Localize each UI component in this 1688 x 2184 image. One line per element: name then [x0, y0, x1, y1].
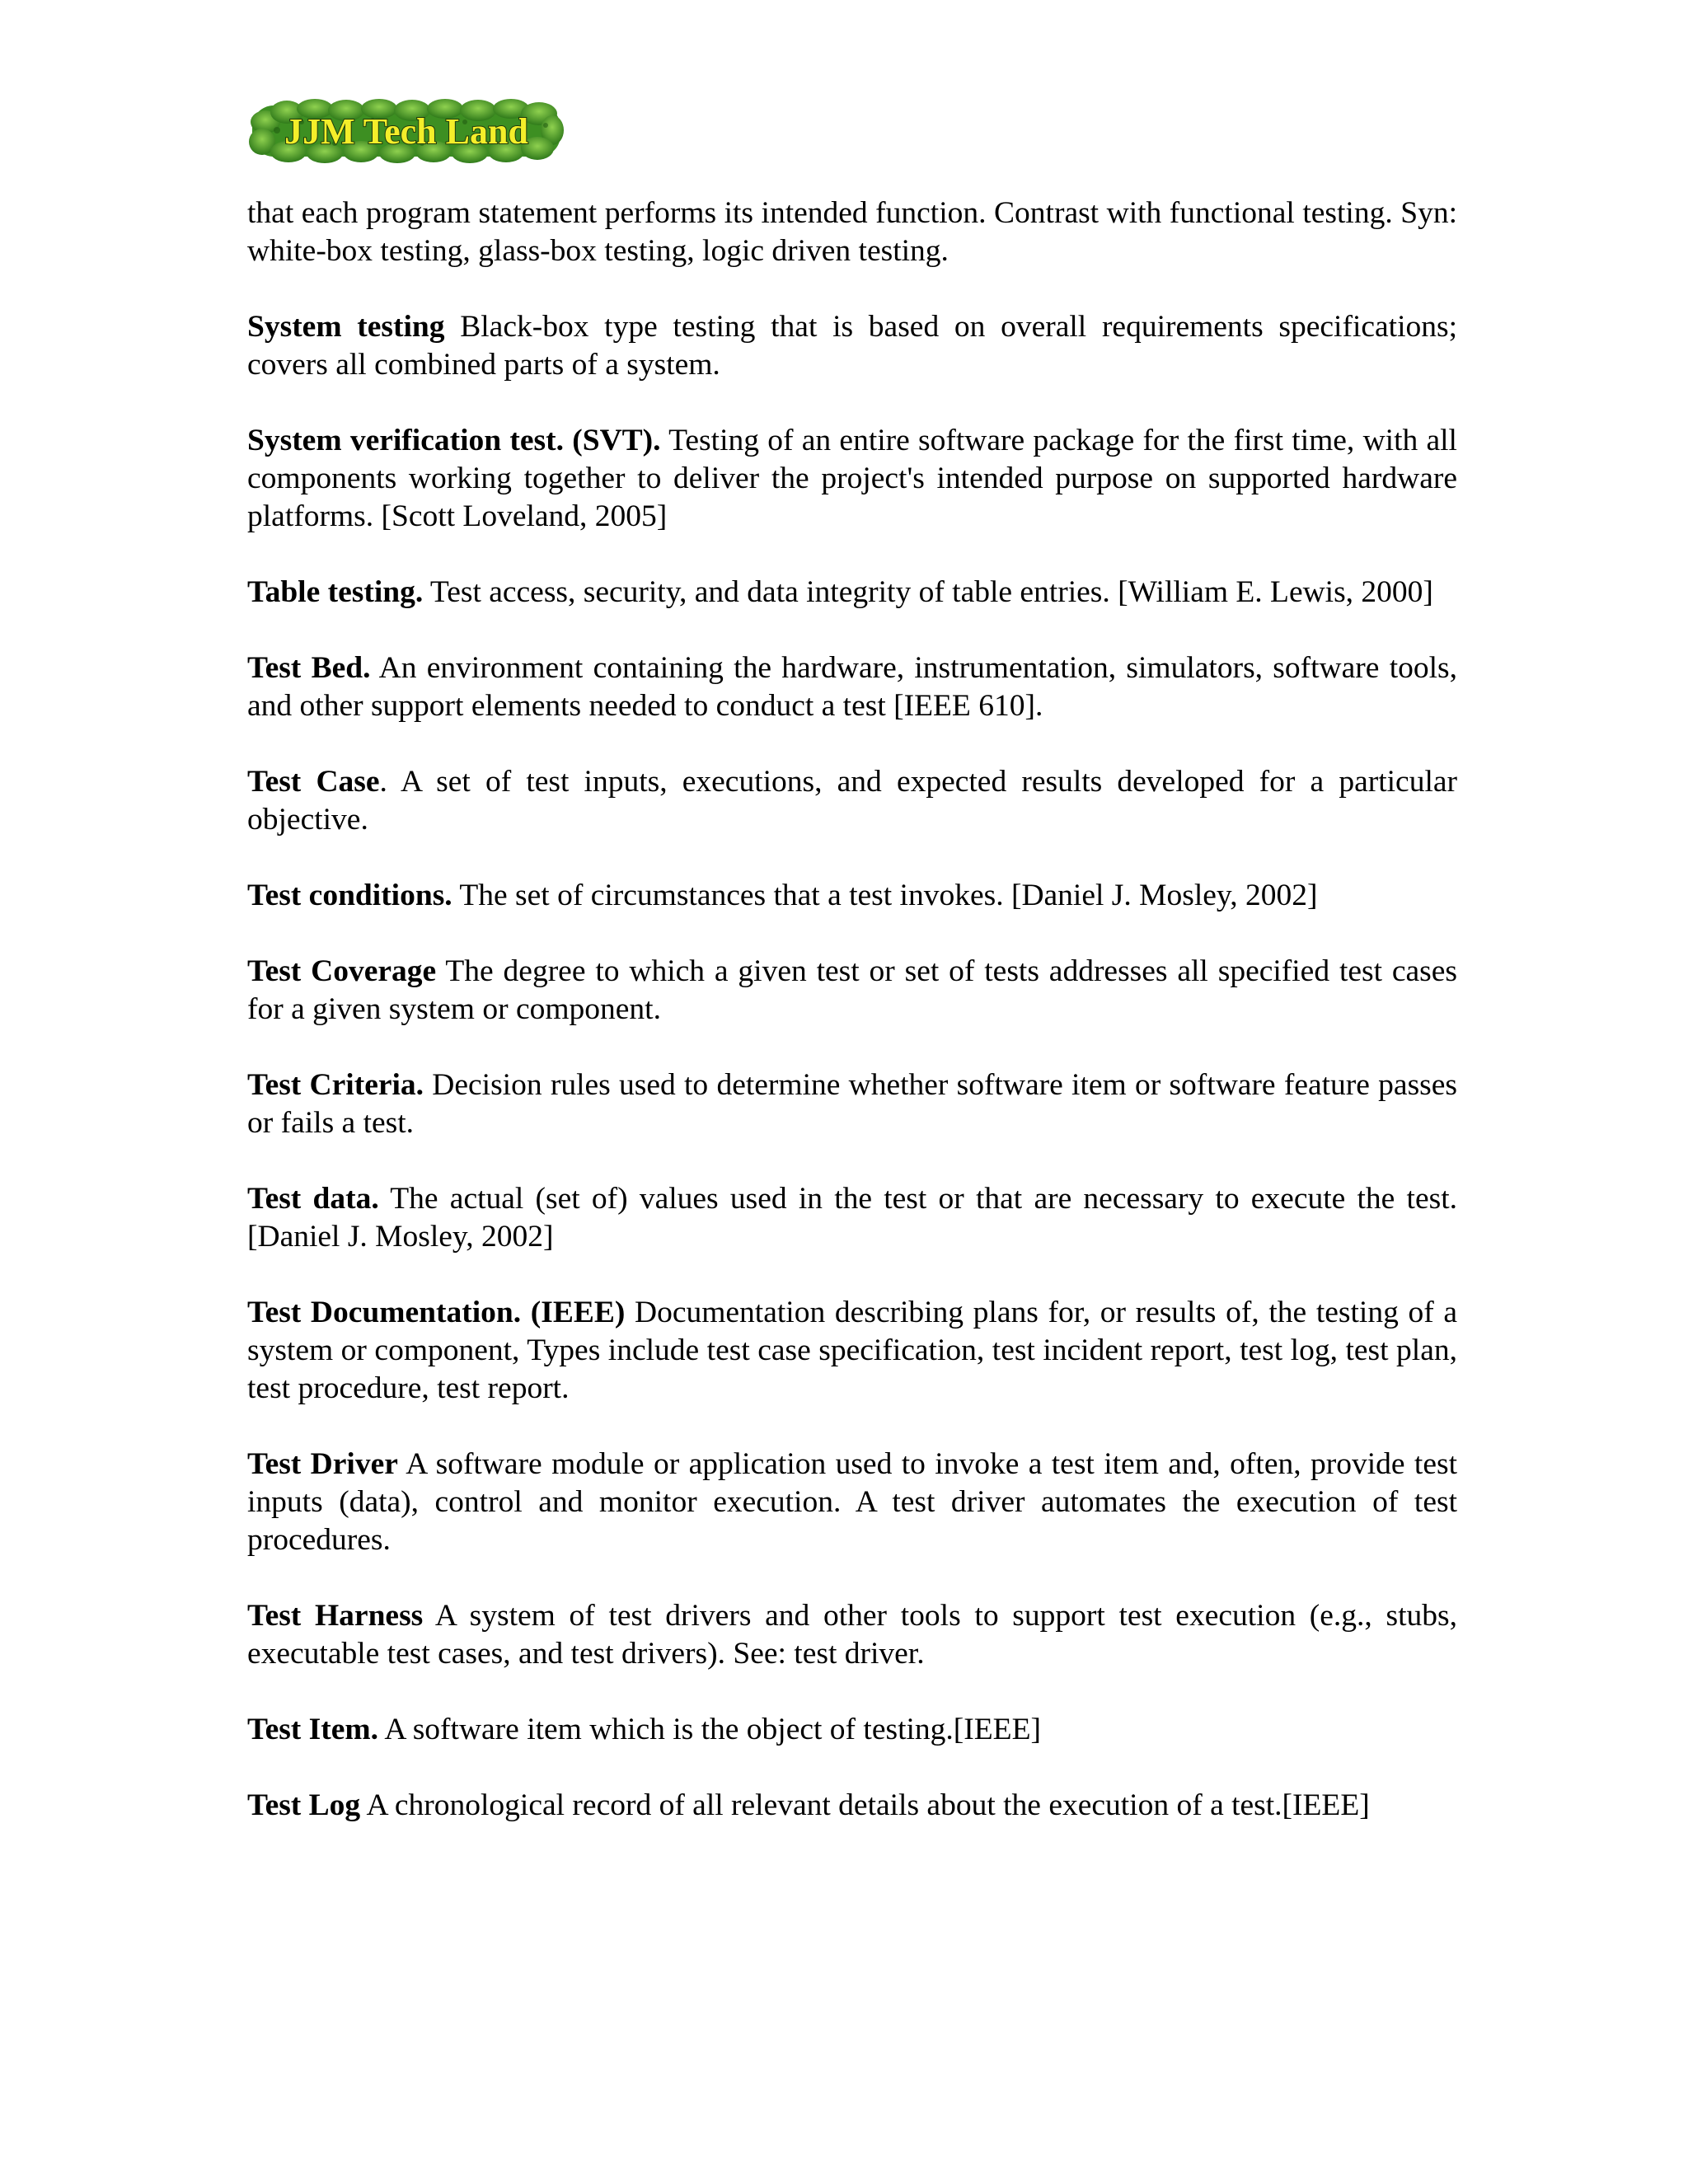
entry-definition: The actual (set of) values used in the test or that are necessary to execute the test. [Daniel J. Mosley, 2002]: [247, 1182, 1457, 1254]
entry-definition: The degree to which a given test or set of tests addresses all specified test cases for a given system or component.: [247, 954, 1458, 1026]
entry-definition: A system of test drivers and other tools to support test execution (e.g., stubs, executable test cases, and test drivers). See: test driver.: [247, 1599, 1457, 1671]
glossary-content: [247, 194, 1457, 1863]
entry-term: Test conditions.: [247, 879, 452, 912]
logo-text: JJM Tech Land: [284, 111, 528, 152]
entry-term: Test Coverage: [247, 954, 437, 988]
entry-term: Table testing.: [247, 575, 424, 609]
entry-definition: An environment containing the hardware, instrumentation, simulators, software tools, and other support elements needed to conduct a test [IEEE 610].: [247, 651, 1458, 723]
entry-definition: Test access, security, and data integrity of table entries. [William E. Lewis, 2000]: [423, 575, 1433, 609]
jjm-tech-land-logo: [249, 97, 564, 165]
entry-term: Test data.: [247, 1182, 379, 1216]
entry-term: System verification test. (SVT).: [247, 424, 661, 457]
glossary-entry-test-criteria: [247, 1066, 1457, 1142]
glossary-entry-system-verification-test: [247, 422, 1457, 536]
entry-term: Test Item.: [247, 1713, 379, 1746]
glossary-entry-table-testing: [247, 574, 1457, 612]
glossary-entry-test-conditions: [247, 877, 1457, 915]
entry-definition: Documentation describing plans for, or results of, the testing of a system or component, Types include test case specification, test incident report, test log, test plan, test procedure, test report.: [247, 1296, 1457, 1405]
entry-definition: Testing of an entire software package for the first time, with all components working together to deliver the project's intended purpose on supported hardware platforms. [Scott Loveland, 2005]: [247, 424, 1457, 533]
glossary-entry-test-driver: [247, 1446, 1457, 1559]
entry-definition: Decision rules used to determine whether software item or software feature passes or fails a test.: [247, 1068, 1457, 1140]
entry-term: Test Documentation. (IEEE): [247, 1296, 626, 1329]
glossary-entry-test-documentation: [247, 1294, 1457, 1408]
entry-definition: The set of circumstances that a test invokes. [Daniel J. Mosley, 2002]: [452, 879, 1318, 912]
entry-definition: A software module or application used to invoke a test item and, often, provide test inputs (data), control and monitor execution. A test driver automates the execution of test procedures.: [247, 1447, 1457, 1557]
glossary-entry-test-log: [247, 1787, 1457, 1825]
glossary-entry-test-item: [247, 1711, 1457, 1749]
entry-definition: A chronological record of all relevant details about the execution of a test.[IEEE]: [360, 1788, 1370, 1822]
glossary-entry-test-harness: [247, 1597, 1457, 1673]
glossary-entry-test-data: [247, 1180, 1457, 1256]
glossary-entry-test-bed: [247, 649, 1457, 725]
entry-term: Test Driver: [247, 1447, 398, 1481]
entry-term: Test Harness: [247, 1599, 424, 1633]
glossary-entry-test-case: [247, 763, 1457, 839]
entry-definition: . A set of test inputs, executions, and expected results developed for a particular objective.: [247, 765, 1457, 837]
glossary-entry-continued: [247, 194, 1457, 270]
entry-term: System testing: [247, 310, 445, 344]
glossary-entry-system-testing: [247, 308, 1457, 384]
entry-term: Test Bed.: [247, 651, 371, 685]
entry-definition: A software item which is the object of testing.[IEEE]: [378, 1713, 1041, 1746]
entry-term: Test Criteria.: [247, 1068, 424, 1102]
entry-term: Test Log: [247, 1788, 361, 1822]
entry-term: Test Case: [247, 765, 380, 799]
entry-definition: Black-box type testing that is based on overall requirements specifications; covers all combined parts of a system.: [247, 310, 1458, 382]
glossary-entry-test-coverage: [247, 953, 1457, 1029]
entry-definition: that each program statement performs its intended function. Contrast with functional testing. Syn: white-box testing, glass-box testing, logic driven testing.: [247, 196, 1457, 268]
